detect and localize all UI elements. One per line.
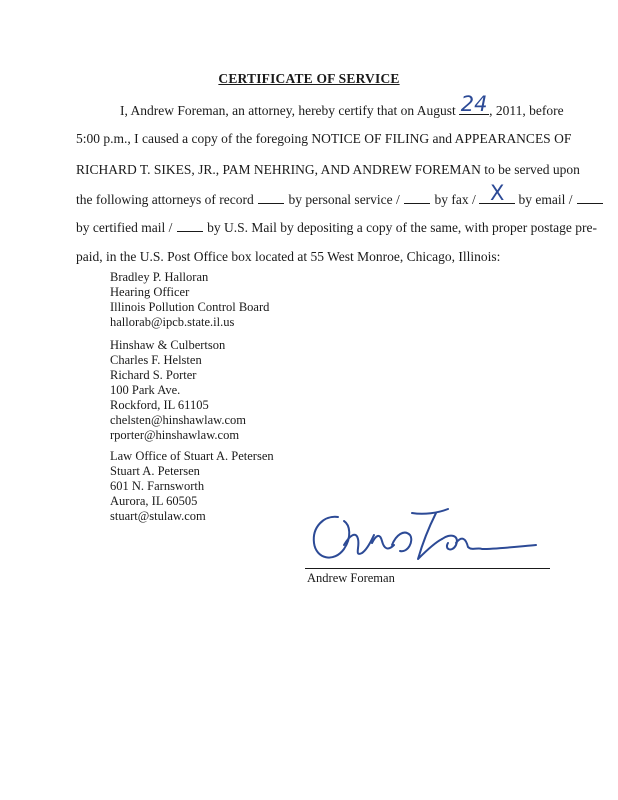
address-line: Illinois Pollution Control Board (110, 300, 270, 314)
address-line: Stuart A. Petersen (110, 464, 200, 478)
address-line: 100 Park Ave. (110, 383, 181, 397)
address-line: 601 N. Farnsworth (110, 479, 205, 493)
handwritten-signature (300, 505, 550, 571)
signature-line (305, 568, 550, 569)
fax-blank (404, 192, 430, 204)
signer-name: Andrew Foreman (307, 571, 395, 585)
certified-mail-blank (177, 220, 203, 232)
body-line-5-part-a: by certified mail / (76, 220, 176, 235)
address-line: Charles F. Helsten (110, 353, 202, 367)
body-line-1-start: I, Andrew Foreman, an attorney, hereby certify that on August (120, 103, 460, 118)
date-day-field (459, 92, 489, 116)
address-line: Rockford, IL 61105 (110, 398, 209, 412)
body-line-1-end: , 2011, before (489, 103, 564, 118)
body-line-3: RICHARD T. SIKES, JR., PAM NEHRING, AND ANDREW FOREMAN to be served upon (76, 162, 580, 177)
body-line-4 (76, 181, 604, 208)
body-line-6: paid, in the U.S. Post Office box located at 55 West Monroe, Chicago, Illinois: (76, 249, 501, 264)
email-address: rporter@hinshawlaw.com (110, 428, 240, 442)
address-line: Bradley P. Halloran (110, 270, 209, 284)
address-line: Aurora, IL 60505 (110, 494, 198, 508)
body-line-4-part-d: by email / (515, 192, 576, 207)
document-title: CERTIFICATE OF SERVICE (218, 71, 400, 86)
recipient-address-block (110, 338, 246, 443)
address-line: Hinshaw & Culbertson (110, 338, 226, 352)
address-line: Hearing Officer (110, 285, 190, 299)
handwritten-day: 24 (460, 92, 488, 116)
address-line: Law Office of Stuart A. Petersen (110, 449, 274, 463)
body-line-5 (76, 220, 597, 236)
recipient-address-block (110, 270, 269, 330)
body-line-5-part-b: by U.S. Mail by depositing a copy of the same, with proper postage pre- (203, 220, 598, 235)
address-line: Richard S. Porter (110, 368, 197, 382)
email-address: stuart@stulaw.com (110, 509, 206, 523)
email-trailing-blank (577, 192, 603, 204)
body-line-4-part-a: the following attorneys of record (76, 192, 258, 207)
email-address: hallorab@ipcb.state.il.us (110, 315, 235, 329)
body-line-2: 5:00 p.m., I caused a copy of the foregoing NOTICE OF FILING and APPEARANCES OF (76, 131, 572, 146)
email-checkmark-field (479, 181, 515, 205)
recipient-address-block (110, 449, 274, 524)
body-line-4-part-c: by fax / (431, 192, 480, 207)
handwritten-x-mark: X (489, 181, 505, 205)
personal-service-blank (258, 192, 284, 204)
body-line-4-part-b: by personal service / (285, 192, 404, 207)
email-address: chelsten@hinshawlaw.com (110, 413, 247, 427)
body-line-1 (120, 92, 564, 119)
